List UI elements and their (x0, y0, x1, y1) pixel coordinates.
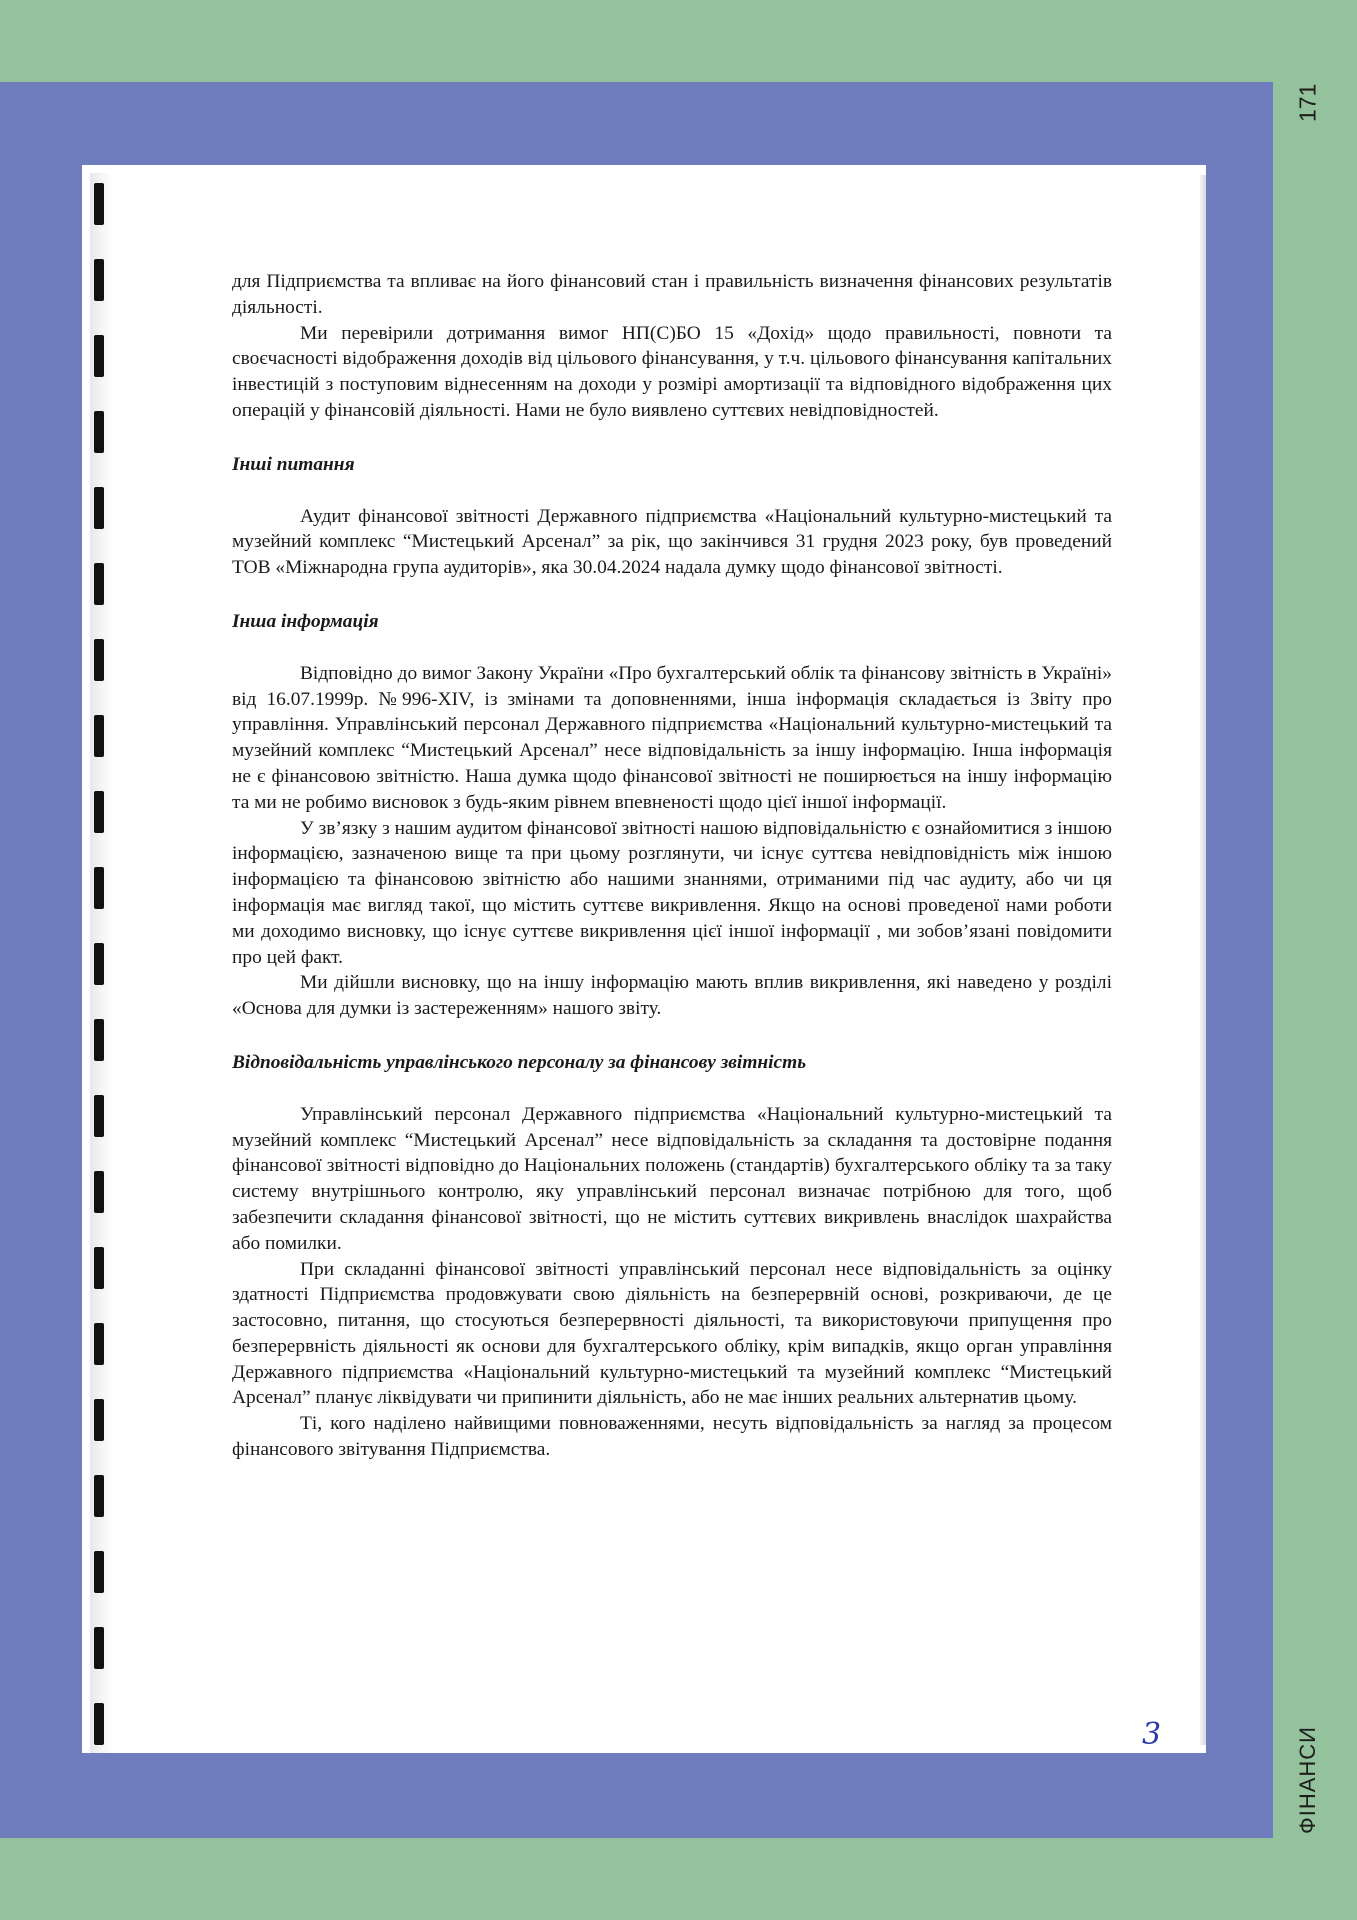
paragraph: Аудит фінансової звітності Державного підприємства «Національний культурно-мистецький та музейний комплекс “Мистецький Арсенал” за рік, що закінчився 31 грудня 2023 року, був проведений ТОВ «Міжнародна група аудиторів», яка 30.04.2024 надала думку щодо фінансової звітності. (232, 505, 1112, 579)
paragraph: для Підприємства та впливає на його фінансовий стан і правильність визначення фінансових результатів діяльності. (232, 271, 1112, 318)
paragraph: Управлінський персонал Державного підприємства «Національний культурно-мистецький та музейний комплекс “Мистецький Арсенал” несе відповідальність за складання та достовірне подання фінансової звітності відповідно до Національних положень (стандартів) бухгалтерського обліку та за таку систему внутрішнього контролю, яку управлінський персонал визначає потрібною для того, щоб забезпечити складання фінансової звітності, що не містить суттєвих викривлень внаслідок шахрайства або помилки. (232, 1103, 1112, 1254)
handwritten-page-number: 3 (1142, 1717, 1162, 1752)
sheet-edge-shadow (1200, 175, 1206, 1745)
paragraph: У зв’язку з нашим аудитом фінансової звітності нашою відповідальністю є ознайомитися з іншою інформацією, зазначеною вище та при цьому розглянути, чи існує суттєва невідповідність між іншою інформацією та фінансовою звітністю або нашими знаннями, отриманими під час аудиту, або чи ця інформація має вигляд такої, що містить суттєве викривлення. Якщо на основі проведеної нами роботи ми доходимо висновку, що існує суттєве викривлення цієї іншої інформації , ми зобов’язані повідомити про цей факт. (232, 817, 1112, 968)
section-heading-management-responsibility: Відповідальність управлінського персоналу за фінансову звітність (232, 1051, 807, 1073)
paragraph: Відповідно до вимог Закону України «Про бухгалтерський облік та фінансову звітність в Україні» від 16.07.1999р. №996-XIV, із змінами та доповненнями, інша інформація складається із Звіту про управління. Управлінський персонал Державного підприємства «Національний культурно-мистецький та музейний комплекс “Мистецький Арсенал” несе відповідальність за іншу інформацію. Інша інформація не є фінансовою звітністю. Наша думка щодо фінансової звітності не поширюється на іншу інформацію та ми не робимо висновок з будь-яким рівнем впевненості щодо цієї іншої інформації. (232, 662, 1112, 813)
page-number: 171 (1294, 83, 1321, 123)
spiral-binding (90, 173, 112, 1753)
section-heading-other-information: Інша інформація (232, 610, 379, 632)
paragraph: Ті, кого наділено найвищими повноваженнями, несуть відповідальність за нагляд за процесом фінансового звітування Підприємства. (232, 1413, 1112, 1461)
section-tab-label: ФІНАНСИ (1295, 1726, 1320, 1834)
paragraph: Ми перевірили дотримання вимог НП(С)БО 15 «Дохід» щодо правильності, повноти та своєчасності відображення доходів від цільового фінансування, у т.ч. цільового фінансування капітальних інвестицій з поступовим віднесенням на доходи у розмірі амортизації та відповідного відображення цих операцій у фінансовій діяльності. Нами не було виявлено суттєвих невідповідностей. (232, 322, 1112, 421)
document-body (232, 269, 1112, 1463)
paragraph: Ми дійшли висновку, що на іншу інформацію мають вплив викривлення, які наведено у розділі «Основа для думки із застереженням» нашого звіту. (232, 972, 1112, 1020)
section-heading-other-matters: Інші питання (232, 453, 355, 475)
scanned-document-page (82, 165, 1206, 1753)
paragraph: При складанні фінансової звітності управлінський персонал несе відповідальність за оцінку здатності Підприємства продовжувати свою діяльність на безперервній основі, розкриваючи, де це застосовно, питання, що стосуються безперервності діяльності, та використовуючи припущення про безперервність діяльності як основи для бухгалтерського обліку, крім випадків, якщо орган управління Державного підприємства «Національний культурно-мистецький та музейний комплекс “Мистецький Арсенал” планує ліквідувати чи припинити діяльність, або не має інших реальних альтернатив цьому. (232, 1258, 1112, 1409)
